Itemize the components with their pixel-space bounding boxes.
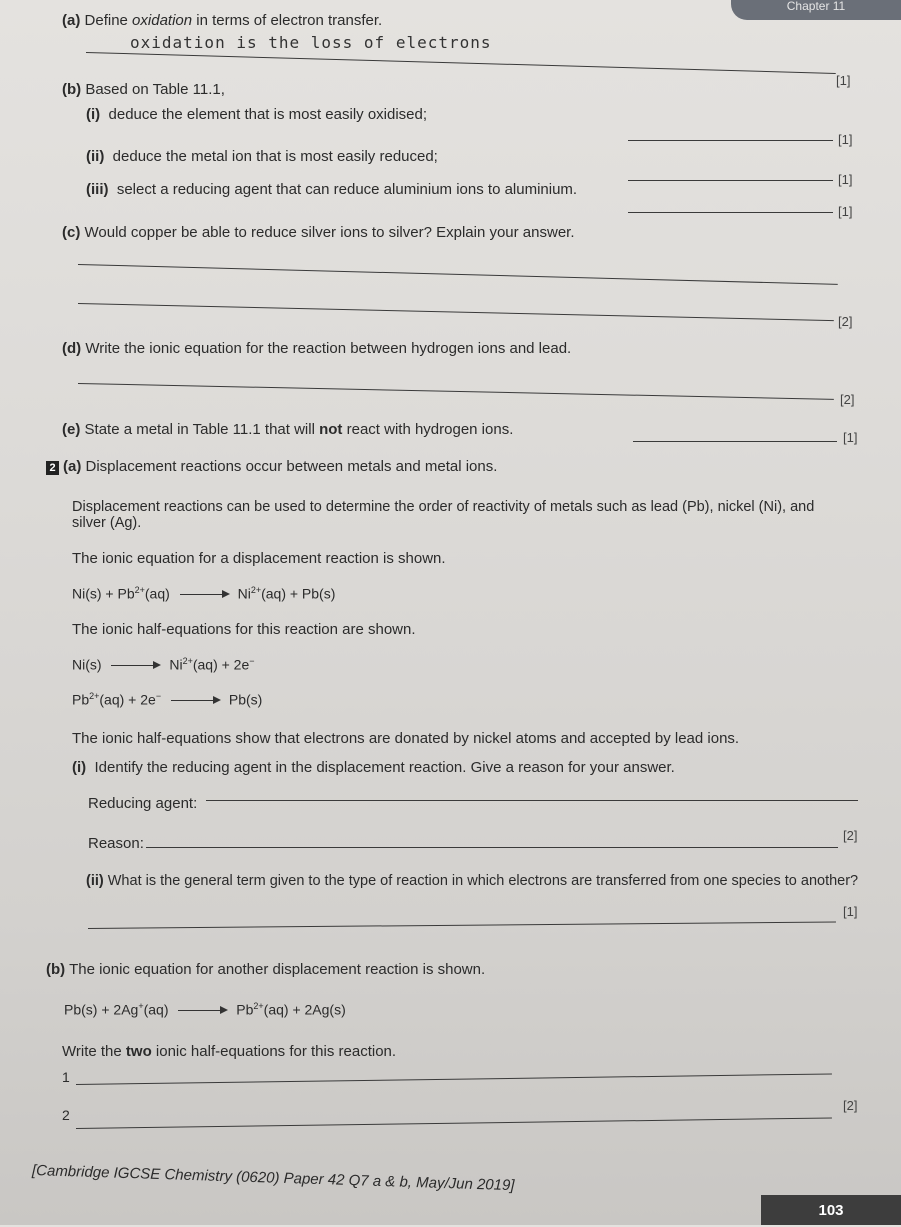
q1c-prompt: (c) Would copper be able to reduce silver ions to silver? Explain your answer. xyxy=(62,224,575,241)
q2a-ii-marks: [1] xyxy=(843,904,858,919)
reason-answer-line[interactable] xyxy=(146,847,838,848)
q1b-i-answer-line[interactable] xyxy=(628,140,833,141)
q1d-marks: [2] xyxy=(840,392,855,407)
q2a-i-prompt: (i) Identify the reducing agent in the displacement reaction. Give a reason for your answer. xyxy=(72,759,675,776)
chapter-tab: Chapter 11 xyxy=(731,0,901,20)
q1b-i-prompt: (i) deduce the element that is most easily oxidised; xyxy=(86,106,428,123)
q2a-ii-prompt: (ii) What is the general term given to the type of reaction in which electrons are transferred from one species to another? xyxy=(86,873,859,889)
q2-paragraph-4: The ionic half-equations show that electrons are donated by nickel atoms and accepted by lead ions. xyxy=(72,730,740,747)
q1e-answer-line[interactable] xyxy=(633,441,837,442)
q2-paragraph-1-line-2: silver (Ag). xyxy=(72,515,142,531)
q1b-i-marks: [1] xyxy=(838,132,853,147)
ionic-equation-2: Pb(s) + 2Ag+(aq) $Pb^{2+}(aq) + 2Ag(s)$ xyxy=(64,1001,346,1018)
q1d-prompt: (d) Write the ionic equation for the reaction between hydrogen ions and lead. xyxy=(62,340,572,357)
source-citation: [Cambridge IGCSE Chemistry (0620) Paper 42 Q7 a & b, May/Jun 2019] xyxy=(31,1162,515,1195)
half-equation-answer-line-1[interactable] xyxy=(76,1073,832,1085)
q1a-handwritten-answer: oxidation is the loss of electrons xyxy=(130,33,492,52)
q1b-iii-answer-line[interactable] xyxy=(628,212,833,213)
q1a-marks: [1] xyxy=(836,73,851,88)
q2b-marks: [2] xyxy=(843,1098,858,1113)
q1b-ii-marks: [1] xyxy=(838,172,853,187)
half-equation-line-2-number: 2 xyxy=(62,1107,70,1123)
arrow-icon xyxy=(178,1010,226,1011)
q1e-marks: [1] xyxy=(843,430,858,445)
q1a-prompt: (a) Define oxidation in terms of electron transfer. xyxy=(62,12,383,29)
arrow-icon xyxy=(111,665,159,666)
q1c-marks: [2] xyxy=(838,314,853,329)
ionic-equation-1: $Ni(s) + Pb^{2+}(aq) Ni^{2+}(aq) + Pb(s)$ xyxy=(72,585,336,602)
arrow-icon xyxy=(180,594,228,595)
half-equation-2: $Pb^{2+}(aq) + 2e^-$ Pb(s) xyxy=(72,691,263,708)
half-equation-1: Ni(s) $Ni^{2+}(aq) + 2e^-$ xyxy=(72,656,255,673)
q2-paragraph-2: The ionic equation for a displacement reaction is shown. xyxy=(72,550,446,567)
q1c-answer-line-1[interactable] xyxy=(78,264,838,285)
q2b-prompt: (b) The ionic equation for another displacement reaction is shown. xyxy=(46,961,486,978)
reason-label: Reason: xyxy=(88,835,144,852)
q2a-i-marks: [2] xyxy=(843,828,858,843)
q1b-ii-prompt: (ii) deduce the metal ion that is most easily reduced; xyxy=(86,148,438,165)
half-equation-line-1-number: 1 xyxy=(62,1069,70,1085)
page-number: 103 xyxy=(761,1195,901,1225)
q1d-answer-line[interactable] xyxy=(78,383,834,400)
arrow-icon xyxy=(171,700,219,701)
q1a-answer-line[interactable] xyxy=(86,52,836,74)
question-number-badge: 2 xyxy=(46,461,59,475)
q1b-ii-answer-line[interactable] xyxy=(628,180,833,181)
half-equation-answer-line-2[interactable] xyxy=(76,1117,832,1129)
q1b-prompt: (b) Based on Table 11.1, xyxy=(62,81,225,98)
q2b-instruction: Write the two ionic half-equations for this reaction. xyxy=(62,1043,397,1060)
q1b-iii-marks: [1] xyxy=(838,204,853,219)
q1e-prompt: (e) State a metal in Table 11.1 that will not react with hydrogen ions. xyxy=(62,421,514,438)
q2-paragraph-3: The ionic half-equations for this reaction are shown. xyxy=(72,621,416,638)
q1b-iii-prompt: (iii) select a reducing agent that can reduce aluminium ions to aluminium. xyxy=(86,181,578,198)
q2a-prompt: 2 (a) Displacement reactions occur between metals and metal ions. xyxy=(46,458,497,475)
q1c-answer-line-2[interactable] xyxy=(78,303,834,321)
reducing-agent-answer-line[interactable] xyxy=(206,800,858,801)
q2-paragraph-1-line-1: Displacement reactions can be used to determine the order of reactivity of metals such as lead (Pb), nickel (Ni), and xyxy=(72,499,815,515)
reducing-agent-label: Reducing agent: xyxy=(88,795,198,812)
q2a-ii-answer-line[interactable] xyxy=(88,921,836,929)
